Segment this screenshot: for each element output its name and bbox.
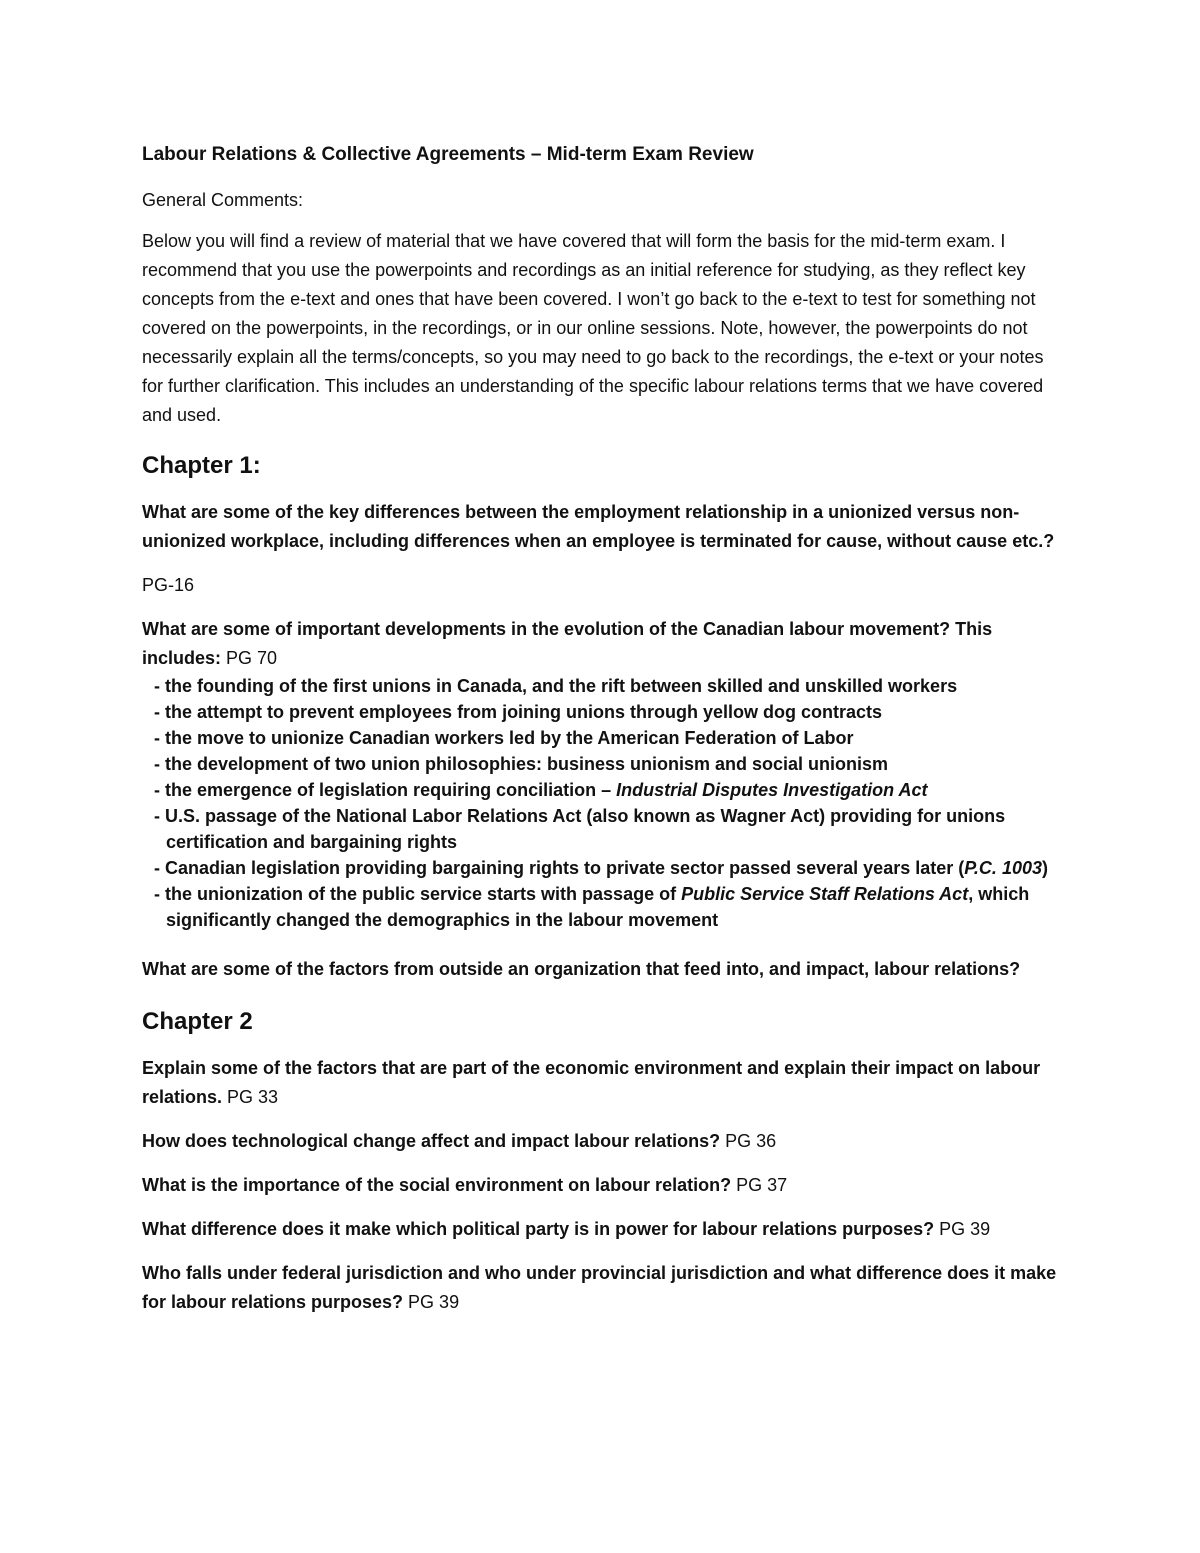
ch2-question-3-ref: PG 37 [731, 1175, 788, 1195]
ch1-question-2-ref: PG 70 [221, 648, 278, 668]
ch2-question-3-text: What is the importance of the social environment on labour relation? [142, 1175, 732, 1195]
ch1-development-list [142, 673, 1062, 933]
ch2-question-2-ref: PG 36 [720, 1131, 777, 1151]
ch1-question-1: What are some of the key differences between the employment relationship in a unionized versus non-unionized workplace, including differences when an employee is terminated for cause, without cause etc.? [142, 502, 1055, 551]
ch1-question-2 [142, 615, 1062, 673]
ch2-question-2 [142, 1127, 1062, 1156]
ch1-question-1-ref: PG-16 [142, 575, 195, 595]
ch2-question-3 [142, 1171, 1062, 1200]
document-page [142, 140, 1062, 1332]
ch2-question-1 [142, 1054, 1062, 1112]
list-item-act-name: P.C. 1003 [964, 858, 1042, 878]
list-item: - U.S. passage of the National Labor Relations Act (also known as Wagner Act) providing for unions certification and bargaining rights [154, 806, 1006, 852]
list-item-text-end: ) [1041, 858, 1048, 878]
list-item-text: - Canadian legislation providing bargaining rights to private sector passed several years later ( [154, 858, 965, 878]
ch2-question-5-ref: PG 39 [403, 1292, 460, 1312]
ch1-question-2-text: What are some of important developments in the evolution of the Canadian labour movement? This includes: [142, 619, 993, 668]
list-item-act-name: Industrial Disputes Investigation Act [616, 780, 928, 800]
list-item: - the move to unionize Canadian workers led by the American Federation of Labor [154, 728, 854, 748]
ch2-question-1-text: Explain some of the factors that are part of the economic environment and explain their impact on labour relations. [142, 1058, 1041, 1107]
ch2-question-1-ref: PG 33 [222, 1087, 279, 1107]
list-item [142, 855, 1062, 881]
ch2-question-4-text: What difference does it make which political party is in power for labour relations purposes? [142, 1219, 935, 1239]
list-item-text: - the emergence of legislation requiring conciliation – [154, 780, 617, 800]
list-item [142, 881, 1062, 933]
ch2-question-5-text: Who falls under federal jurisdiction and who under provincial jurisdiction and what difference does it make for labour relations purposes? [142, 1263, 1057, 1312]
ch2-question-2-text: How does technological change affect and impact labour relations? [142, 1131, 721, 1151]
list-item: - the attempt to prevent employees from joining unions through yellow dog contracts [154, 702, 883, 722]
document-title: Labour Relations & Collective Agreements – Mid-term Exam Review [142, 144, 754, 165]
list-item-text-end: , which significantly changed the demographics in the labour movement [166, 884, 1030, 930]
list-item: - the founding of the first unions in Canada, and the rift between skilled and unskilled workers [154, 676, 958, 696]
list-item: - the development of two union philosophies: business unionism and social unionism [154, 754, 889, 774]
chapter-2-heading: Chapter 2 [142, 1008, 253, 1035]
list-item-act-name: Public Service Staff Relations Act [681, 884, 969, 904]
ch1-question-3: What are some of the factors from outside an organization that feed into, and impact, labour relations? [142, 959, 1021, 979]
list-item-text: - the unionization of the public service starts with passage of [154, 884, 682, 904]
ch2-question-4-ref: PG 39 [934, 1219, 991, 1239]
intro-paragraph: Below you will find a review of material that we have covered that will form the basis for the mid-term exam. I recommend that you use the powerpoints and recordings as an initial reference for studying, as they reflect key concepts from the e-text and ones that have been covered. I won’t go back to the e-text to test for something not covered on the powerpoints, in the recordings, or in our online sessions. Note, however, the powerpoints do not necessarily explain all the terms/concepts, so you may need to go back to the recordings, the e-text or your notes for further clarification. This includes an understanding of the specific labour relations terms that we have covered and used. [142, 231, 1044, 425]
list-item [142, 777, 1062, 803]
chapter-1-heading: Chapter 1: [142, 452, 261, 479]
ch2-question-4 [142, 1215, 1062, 1244]
general-comments-label: General Comments: [142, 190, 304, 210]
ch2-question-5 [142, 1259, 1062, 1317]
